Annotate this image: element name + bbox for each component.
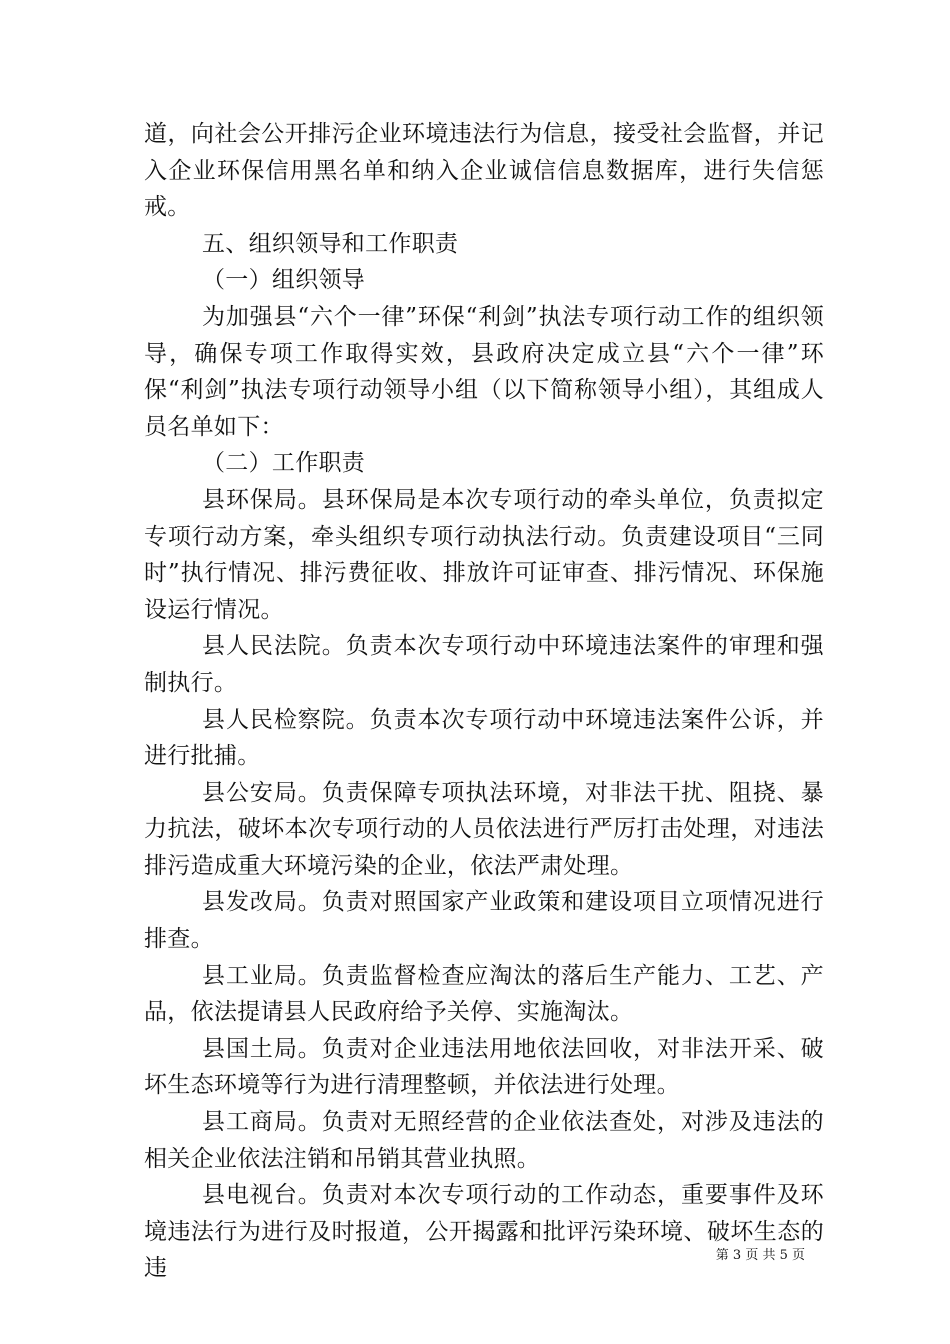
paragraph: 县工业局。负责监督检查应淘汰的落后生产能力、工艺、产品，依法提请县人民政府给予关停、实施淘汰。 bbox=[144, 962, 824, 1026]
paragraph: 县环保局。县环保局是本次专项行动的牵头单位，负责拟定专项行动方案，牵头组织专项行动执法行动。负责建设项目“三同时”执行情况、排污费征收、排放许可证审查、排污情况、环保施设运行情况。 bbox=[144, 486, 824, 623]
paragraph: 县国土局。负责对企业违法用地依法回收，对非法开采、破坏生态环境等行为进行清理整顿，并依法进行处理。 bbox=[144, 1035, 824, 1099]
paragraph: 为加强县“六个一律”环保“利剑”执法专项行动工作的组织领导，确保专项工作取得实效，县政府决定成立县“六个一律”环保“利剑”执法专项行动领导小组（以下简称领导小组），其组成人员名单如下： bbox=[144, 303, 824, 440]
subsection-heading: （一）组织领导 bbox=[202, 267, 366, 294]
paragraph: 道，向社会公开排污企业环境违法行为信息，接受社会监督，并记入企业环保信用黑名单和纳入企业诚信信息数据库，进行失信惩戒。 bbox=[144, 121, 824, 221]
paragraph: 县公安局。负责保障专项执法环境，对非法干扰、阻挠、暴力抗法，破坏本次专项行动的人员依法进行严厉打击处理，对违法排污造成重大环境污染的企业，依法严肃处理。 bbox=[144, 779, 824, 879]
paragraph: 县电视台。负责对本次专项行动的工作动态，重要事件及环境违法行为进行及时报道，公开揭露和批评污染环境、破坏生态的违 bbox=[144, 1182, 824, 1282]
paragraph: 县人民检察院。负责本次专项行动中环境违法案件公诉，并进行批捕。 bbox=[144, 706, 824, 770]
paragraph: 县人民法院。负责本次专项行动中环境违法案件的审理和强制执行。 bbox=[144, 633, 824, 696]
page-number: 第 3 页 共 5 页 bbox=[715, 1248, 805, 1263]
paragraph: 县发改局。负责对照国家产业政策和建设项目立项情况进行排查。 bbox=[144, 889, 824, 953]
section-heading: 五、组织领导和工作职责 bbox=[202, 230, 459, 257]
document-body bbox=[144, 116, 824, 1287]
paragraph: 县工商局。负责对无照经营的企业依法查处，对涉及违法的相关企业依法注销和吊销其营业执照。 bbox=[144, 1109, 824, 1172]
subsection-heading: （二）工作职责 bbox=[202, 450, 366, 477]
